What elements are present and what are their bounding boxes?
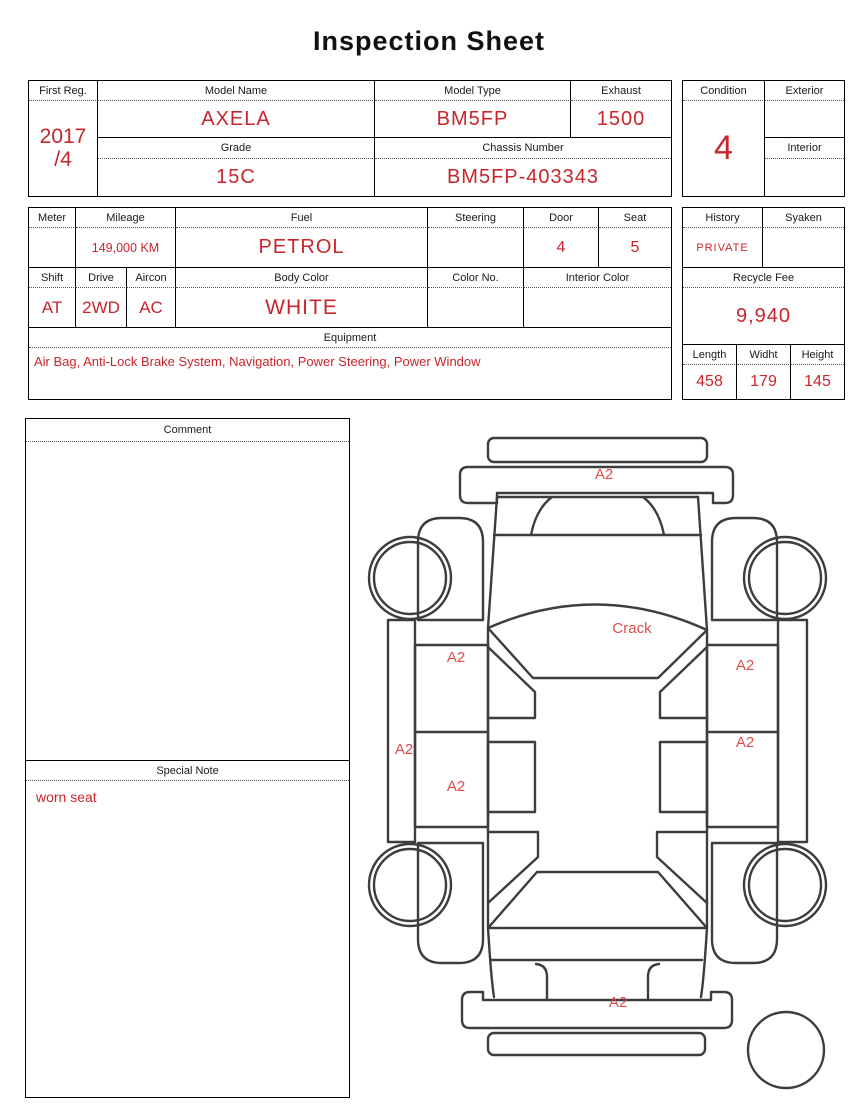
condition-table bbox=[682, 80, 845, 197]
interior-color-label: Interior Color bbox=[524, 268, 671, 288]
exhaust-value: 1500 bbox=[571, 101, 671, 138]
details-table bbox=[28, 207, 672, 400]
seat-label: Seat bbox=[599, 208, 671, 228]
mileage-value: 149,000 KM bbox=[76, 228, 176, 268]
history-label: History bbox=[683, 208, 763, 228]
model-name-label: Model Name bbox=[98, 81, 375, 101]
rear-right-seat-shape bbox=[657, 832, 707, 903]
first-reg-label: First Reg. bbox=[29, 81, 98, 101]
height-label: Height bbox=[791, 345, 844, 365]
front-right-wheel-icon bbox=[744, 537, 826, 619]
trunk-left-edge bbox=[488, 928, 494, 997]
model-name-value: AXELA bbox=[98, 101, 375, 138]
aircon-label: Aircon bbox=[127, 268, 176, 288]
windshield-damage-mark: Crack bbox=[612, 620, 652, 637]
mileage-label: Mileage bbox=[76, 208, 176, 228]
comment-box bbox=[25, 418, 350, 1098]
left-rear-door-damage-mark: A2 bbox=[446, 778, 466, 795]
comment-label: Comment bbox=[26, 419, 349, 442]
exterior-label: Exterior bbox=[765, 81, 844, 101]
shift-value: AT bbox=[29, 288, 76, 328]
car-damage-diagram bbox=[360, 430, 858, 1120]
right-sill-shape bbox=[778, 620, 807, 842]
recycle-fee-value: 9,940 bbox=[735, 304, 792, 327]
width-label: Widht bbox=[737, 345, 791, 365]
length-label: Length bbox=[683, 345, 737, 365]
windshield-shape bbox=[488, 604, 707, 678]
right-pillar-shape bbox=[660, 647, 707, 718]
rear-right-fender-shape bbox=[712, 843, 777, 963]
exhaust-label: Exhaust bbox=[571, 81, 671, 101]
drive-label: Drive bbox=[76, 268, 127, 288]
left-doors-shape bbox=[415, 645, 488, 827]
equipment-value: Air Bag, Anti-Lock Brake System, Navigation, Power Steering, Power Window bbox=[34, 354, 481, 369]
rear-left-fender-shape bbox=[418, 843, 483, 963]
left-sill-damage-mark: A2 bbox=[394, 741, 414, 758]
rear-window-shape bbox=[488, 872, 707, 928]
left-sill-shape bbox=[388, 620, 415, 842]
first-reg-month: /4 bbox=[54, 147, 72, 171]
rear-left-wheel-icon bbox=[369, 844, 451, 926]
fuel-label: Fuel bbox=[176, 208, 428, 228]
comment-value bbox=[26, 442, 349, 760]
chassis-number-value: BM5FP-403343 bbox=[446, 166, 600, 188]
front-left-seat-shape bbox=[488, 742, 535, 812]
history-panel bbox=[682, 207, 845, 400]
rear-bumper-shape bbox=[462, 992, 732, 1028]
recycle-fee-label: Recycle Fee bbox=[683, 268, 844, 288]
front-top-strip-shape bbox=[488, 438, 707, 462]
front-bumper-damage-mark: A2 bbox=[594, 466, 614, 483]
left-pillar-shape bbox=[488, 647, 535, 718]
special-note-value: worn seat bbox=[36, 789, 97, 805]
aircon-value: AC bbox=[127, 288, 176, 328]
hood-right-arc bbox=[643, 497, 664, 535]
fuel-value: PETROL bbox=[176, 228, 428, 268]
registration-table bbox=[28, 80, 672, 197]
color-no-value bbox=[428, 288, 524, 328]
right-rear-door-damage-mark: A2 bbox=[735, 734, 755, 751]
grade-value: 15C bbox=[98, 159, 375, 196]
right-front-door-damage-mark: A2 bbox=[735, 657, 755, 674]
model-type-value: BM5FP bbox=[375, 101, 571, 138]
chassis-number-label: Chassis Number bbox=[375, 138, 671, 159]
interior-color-value bbox=[524, 288, 671, 328]
first-reg-year: 2017 bbox=[39, 124, 87, 148]
steering-label: Steering bbox=[428, 208, 524, 228]
left-front-door-damage-mark: A2 bbox=[446, 649, 466, 666]
body-color-value: WHITE bbox=[176, 288, 428, 328]
rear-bumper-damage-mark: A2 bbox=[608, 994, 628, 1011]
special-note-label: Special Note bbox=[26, 760, 349, 781]
syaken-value bbox=[763, 228, 844, 267]
body-left-edge bbox=[488, 497, 497, 928]
length-value: 458 bbox=[683, 365, 737, 399]
door-label: Door bbox=[524, 208, 599, 228]
meter-value bbox=[29, 228, 76, 268]
history-value: PRIVATE bbox=[683, 228, 763, 267]
model-type-label: Model Type bbox=[375, 81, 571, 101]
rear-left-seat-shape bbox=[488, 832, 538, 903]
syaken-label: Syaken bbox=[763, 208, 844, 228]
grade-label: Grade bbox=[98, 138, 375, 159]
body-right-edge bbox=[698, 497, 707, 928]
color-no-label: Color No. bbox=[428, 268, 524, 288]
rear-left-lamp-line bbox=[536, 964, 547, 1000]
interior-value bbox=[765, 159, 844, 196]
rear-bottom-strip-shape bbox=[488, 1033, 705, 1055]
condition-value: 4 bbox=[683, 101, 765, 196]
door-value: 4 bbox=[524, 228, 599, 268]
width-value: 179 bbox=[737, 365, 791, 399]
trunk-right-edge bbox=[701, 928, 707, 997]
shift-label: Shift bbox=[29, 268, 76, 288]
rear-right-lamp-line bbox=[648, 964, 659, 1000]
interior-label: Interior bbox=[765, 138, 844, 159]
rear-right-wheel-icon bbox=[744, 844, 826, 926]
car-outline-group bbox=[369, 438, 826, 1088]
front-right-seat-shape bbox=[660, 742, 707, 812]
drive-value: 2WD bbox=[76, 288, 127, 328]
equipment-label: Equipment bbox=[29, 328, 671, 348]
meter-label: Meter bbox=[29, 208, 76, 228]
first-reg-value bbox=[29, 101, 98, 196]
height-value: 145 bbox=[804, 373, 831, 390]
steering-value bbox=[428, 228, 524, 268]
hood-left-arc bbox=[531, 497, 552, 535]
seat-value: 5 bbox=[599, 228, 671, 268]
page-title: Inspection Sheet bbox=[312, 26, 546, 56]
condition-label: Condition bbox=[683, 81, 765, 101]
front-left-wheel-icon bbox=[369, 537, 451, 619]
exterior-value bbox=[765, 101, 844, 138]
body-color-label: Body Color bbox=[176, 268, 428, 288]
spare-wheel-icon bbox=[748, 1012, 824, 1088]
